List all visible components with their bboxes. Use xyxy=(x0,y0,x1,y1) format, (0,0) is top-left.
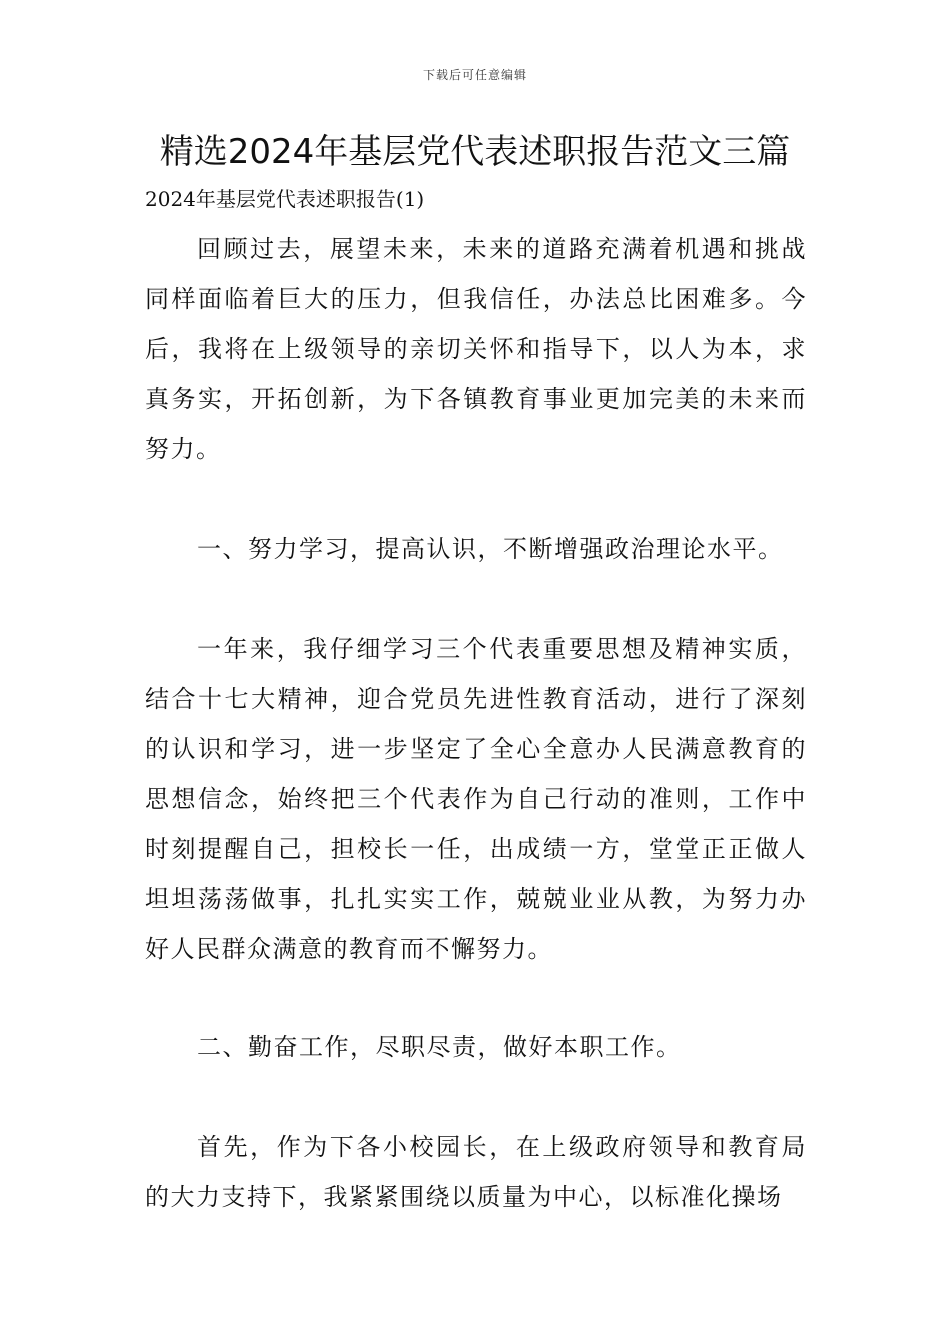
paragraph-study: 一年来，我仔细学习三个代表重要思想及精神实质，结合十七大精神，迎合党员先进性教育活动，进行了深刻的认识和学习，进一步坚定了全心全意办人民满意教育的思想信念，始终把三个代表作为自己行动的准则，工作中时刻提醒自己，担校长一任，出成绩一方，堂堂正正做人坦坦荡荡做事，扎扎实实工作，兢兢业业从教，为努力办好人民群众满意的教育而不懈努力。 xyxy=(145,635,807,963)
header-note: 下载后可任意编辑 xyxy=(422,68,527,82)
section-heading-1: 一、努力学习，提高认识，不断增强政治理论水平。 xyxy=(197,535,784,563)
section-subtitle: 2024年基层党代表述职报告(1) xyxy=(145,187,425,211)
section-heading-2: 二、勤奋工作，尽职尽责，做好本职工作。 xyxy=(197,1033,682,1061)
paragraph-work: 首先，作为下各小校园长，在上级政府领导和教育局的大力支持下，我紧紧围绕以质量为中心，以标准化操场 xyxy=(145,1133,807,1211)
document-title: 精选2024年基层党代表述职报告范文三篇 xyxy=(159,132,791,172)
paragraph-intro: 回顾过去，展望未来，未来的道路充满着机遇和挑战同样面临着巨大的压力，但我信任，办法总比困难多。今后，我将在上级领导的亲切关怀和指导下，以人为本，求真务实，开拓创新，为下各镇教育事业更加完美的未来而努力。 xyxy=(145,235,807,463)
